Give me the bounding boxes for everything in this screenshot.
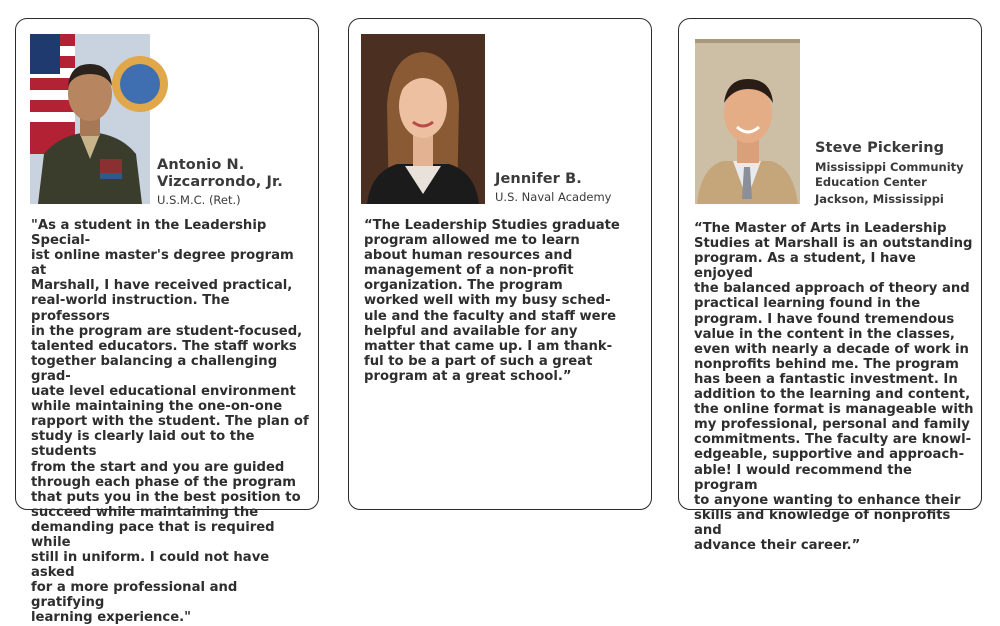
person-affiliation: Mississippi Community Education Center bbox=[815, 160, 964, 189]
person-name: Steve Pickering bbox=[815, 140, 945, 156]
testimonial-quote: “The Leadership Studies graduate program allowed me to learn about human resources and management of a non-profit organization. The program worked well with my busy sched- ule and the faculty and staff were helpful and available for any matter that came up. I am thank- ful to be a part of such a great program at a great school.” bbox=[364, 218, 620, 384]
portrait-photo-steve bbox=[695, 39, 800, 204]
person-affiliation: U.S. Naval Academy bbox=[495, 190, 612, 204]
testimonial-quote: "As a student in the Leadership Special- ist online master's degree program at Marshall, I have received practical, real-world instruction. The professors in the program are student-focused, talented educators. The staff works together balancing a challenging grad- uate level educational environment while maintaining the one-on-one rapport with the student. The plan of study is clearly laid out to the students from the start and you are guided through each phase of the program that puts you in the best position to succeed while maintaining the demanding pace that is required while still in uniform. I could not have asked for a more professional and gratifying learning experience." bbox=[31, 218, 309, 626]
name-block-steve bbox=[815, 140, 964, 207]
person-name: Jennifer B. bbox=[495, 171, 582, 187]
testimonial-card-antonio bbox=[15, 18, 319, 626]
testimonial-card-steve bbox=[678, 18, 982, 553]
person-affiliation: U.S.M.C. (Ret.) bbox=[157, 193, 241, 207]
name-block-antonio bbox=[157, 157, 283, 208]
testimonial-quote: “The Master of Arts in Leadership Studies at Marshall is an outstanding program. As a student, I have enjoyed the balanced approach of theory and practical learning found in the program. I have found tremendous value in the content in the classes, even with nearly a decade of work in nonprofits behind me. The program has been a fantastic investment. In addition to the learning and content, the online format is manageable with my professional, personal and family commitments. The faculty are knowl- edgeable, supportive and approach- able! I would recommend the program to anyone wanting to enhance their skills and knowledge of nonprofits and advance their career.” bbox=[694, 221, 974, 553]
testimonial-card-jennifer bbox=[348, 18, 652, 510]
person-location: Jackson, Mississippi bbox=[815, 192, 944, 206]
name-block-jennifer bbox=[495, 171, 611, 205]
portrait-photo-antonio bbox=[30, 34, 150, 204]
person-name: Antonio N. Vizcarrondo, Jr. bbox=[157, 157, 283, 190]
portrait-photo-jennifer bbox=[361, 34, 485, 204]
